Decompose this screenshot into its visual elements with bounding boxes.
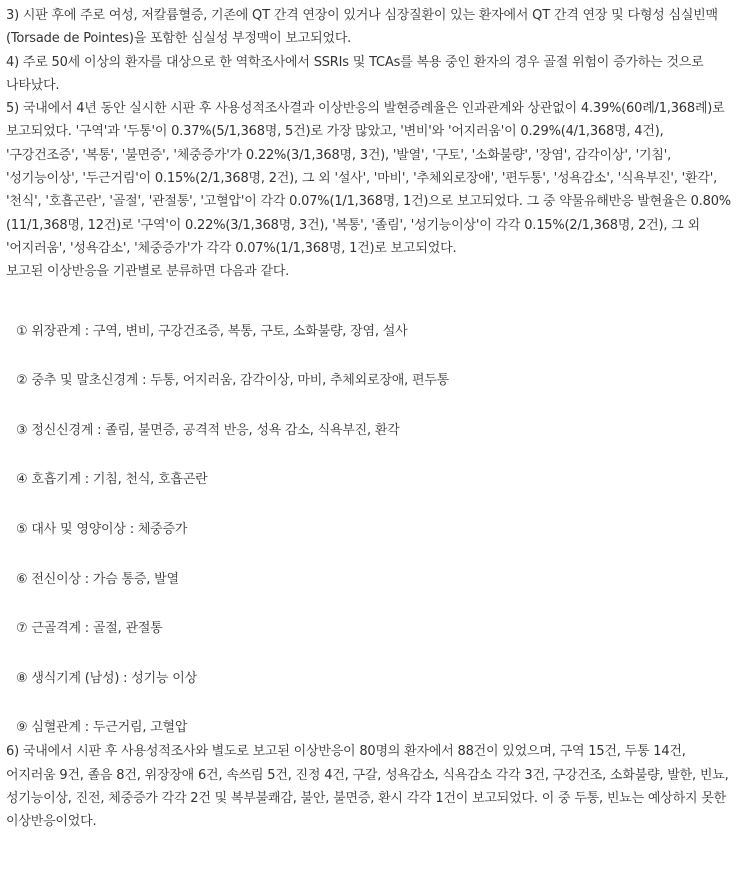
organ-class-label: 전신이상 [31,571,81,587]
organ-class-marker: ① [16,323,28,339]
organ-class-item: ② 중추 및 말초신경계 : 두통, 어지러움, 감각이상, 마비, 추체외로장애, 편두통 [16,373,450,389]
organ-class-label: 대사 및 영양이상 [31,521,126,537]
organ-class-item: ⑧ 생식기계 (남성) : 성기능 이상 [16,670,198,686]
organ-class-item: ③ 정신신경계 : 졸림, 불면증, 공격적 반응, 성욕 감소, 식욕부진, 환각 [16,422,400,438]
organ-class-label: 심혈관계 [31,720,81,736]
paragraph-3: 3) 시판 후에 주로 여성, 저칼륨혈증, 기존에 QT 간격 연장이 있거나 심장질환이 있는 환자에서 QT 간격 연장 및 다형성 심실빈맥(Torsade de Pointes)을 포함한 심실성 부정맥이 보고되었다. [6,8,718,47]
paragraph-6: 6) 국내에서 시판 후 사용성적조사와 별도로 보고된 이상반응이 80명의 환자에서 88건이 있었으며, 구역 15건, 두통 14건, 어지러움 9건, 졸음 8건, 위장장애 6건, 속쓰림 5건, 진정 4건, 구갈, 성욕감소, 식욕감소 각각 3건, 구강건조, 소화불량, 발한, 빈뇨, 성기능이상, 진전, 체중증가 각각 2건 및 복부불쾌감, 불안, 불면증, 환시 각각 1건이 보고되었다. 이 중 두통, 빈뇨는 예상하지 못한 이상반응이었다. [6,744,729,830]
organ-class-item: ④ 호흡기계 : 기침, 천식, 호흡곤란 [16,472,208,488]
organ-class-list [6,322,736,741]
organ-class-items: 졸림, 불면증, 공격적 반응, 성욕 감소, 식욕부진, 환각 [105,422,400,438]
organ-class-items: 성기능 이상 [131,670,198,686]
organ-class-label: 생식기계 (남성) [31,670,120,686]
organ-class-label: 정신신경계 [31,422,94,438]
organ-class-items: 가슴 통증, 발열 [92,571,179,587]
organ-class-label: 호흡기계 [31,472,81,488]
organ-class-items: 두통, 어지러움, 감각이상, 마비, 추체외로장애, 편두통 [150,373,450,389]
organ-class-item: ⑦ 근골격계 : 골절, 관절통 [16,621,163,637]
organ-classification-intro: 보고된 이상반응을 기관별로 분류하면 다음과 같다. [6,264,290,280]
organ-class-label: 중추 및 말초신경계 [31,373,139,389]
organ-class-item: ⑨ 심혈관계 : 두근거림, 고혈압 [16,720,188,736]
organ-class-items: 구역, 변비, 구강건조증, 복통, 구토, 소화불량, 장염, 설사 [92,323,408,339]
organ-class-item: ⑥ 전신이상 : 가슴 통증, 발열 [16,571,179,587]
organ-class-marker: ⑥ [16,571,28,587]
organ-class-label: 위장관계 [31,323,81,339]
organ-class-marker: ② [16,373,28,389]
organ-class-marker: ④ [16,472,28,488]
organ-class-items: 체중증가 [137,521,188,537]
organ-class-label: 근골격계 [31,621,81,637]
paragraph-5: 5) 국내에서 4년 동안 실시한 시판 후 사용성적조사결과 이상반응의 발현증례율은 인과관계와 상관없이 4.39%(60례/1,368례)로 보고되었다. '구역'과 '두통'이 0.37%(5/1,368명, 5건)로 가장 많았고, '변비'와 '어지러움'이 0.29%(4/1,368명, 4건), '구강건조증', '복통', '불면증', '체중증가'가 0.22%(3/1,368명, 3건), '발열', '구토', '소화불량', '장염', 감각이상', '기침', '성기능이상', '두근거림'이 0.15%(2/1,368명, 2건), 그 외 '설사', '마비', '추체외로장애', '편두통', '성욕감소', '식욕부진', '환각', '천식', '호흡곤란', '골절', '관절통', '고혈압'이 각각 0.07%(1/1,368명, 1건)으로 보고되었다. 그 중 약물유해반응 발현율은 0.80%(11/1,368명, 12건)로 '구역'이 0.22%(3/1,368명, 3건), '복통', '졸림', '성기능이상'이 각각 0.15%(2/1,368명, 2건), 그 외 '어지러움', '성욕감소', '체중증가'가 각각 0.07%(1/1,368명, 1건)로 보고되었다. [6,101,731,256]
organ-class-marker: ⑨ [16,720,28,736]
organ-class-marker: ③ [16,422,28,438]
organ-class-items: 골절, 관절통 [92,621,163,637]
organ-class-marker: ⑤ [16,521,28,537]
organ-class-item: ① 위장관계 : 구역, 변비, 구강건조증, 복통, 구토, 소화불량, 장염, 설사 [16,323,408,339]
organ-class-items: 두근거림, 고혈압 [92,720,188,736]
organ-class-item: ⑤ 대사 및 영양이상 : 체중증가 [16,521,188,537]
organ-class-marker: ⑧ [16,670,28,686]
organ-class-marker: ⑦ [16,621,28,637]
paragraph-4: 4) 주로 50세 이상의 환자를 대상으로 한 역학조사에서 SSRIs 및 TCAs를 복용 중인 환자의 경우 골절 위험이 증가하는 것으로 나타났다. [6,54,704,93]
organ-class-items: 기침, 천식, 호흡곤란 [92,472,208,488]
